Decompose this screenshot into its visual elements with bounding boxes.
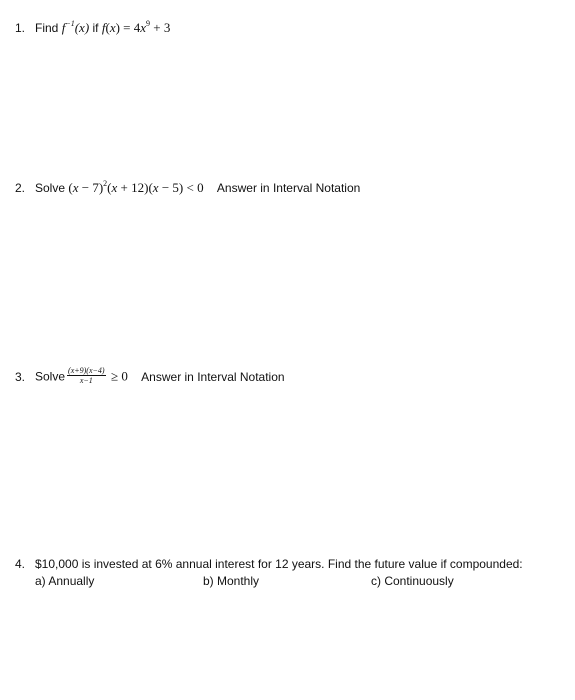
- problem-2: [15, 180, 360, 196]
- function-definition: f: [101, 20, 106, 35]
- function-var-x: x: [109, 20, 116, 35]
- problem-prefix: Solve: [35, 369, 66, 384]
- problem-1: [15, 20, 170, 36]
- problem-number: 3.: [15, 369, 26, 384]
- inequality-expression: $(x - 7)^2(x + 12)(x - 5) < 0$: [68, 179, 204, 195]
- problem-4: [15, 556, 523, 572]
- option-continuously: c) Continuously: [371, 574, 454, 588]
- problem-prefix: Find: [35, 21, 59, 35]
- problem-connector: if: [92, 21, 99, 35]
- option-annually: a) Annually: [35, 574, 95, 588]
- answer-format-note: Answer in Interval Notation: [141, 369, 285, 384]
- compounding-options: [35, 573, 555, 589]
- inverse-function-expression: $f^{-1}(x)$: [61, 19, 90, 35]
- option-monthly: b) Monthly: [203, 574, 260, 588]
- problem-3: [15, 368, 285, 387]
- problem-prefix: Solve: [35, 181, 66, 195]
- answer-format-note: Answer in Interval Notation: [216, 181, 361, 195]
- rational-expression: [67, 366, 106, 385]
- problem-text: $10,000 is invested at 6% annual interest for 12 years. Find the future value if compounded:: [35, 557, 523, 571]
- problem-number: 1.: [15, 21, 26, 35]
- inequality-relation: ≥ 0: [110, 368, 128, 384]
- problem-number: 2.: [15, 181, 26, 195]
- function-var-x2: x: [140, 20, 147, 35]
- fraction-numerator: (x+9)(x−4): [68, 366, 105, 375]
- fraction-denominator: x−1: [79, 376, 93, 385]
- problem-number: 4.: [15, 557, 26, 571]
- function-definition-rest: $(x) = 4x^9 + 3$: [105, 19, 171, 35]
